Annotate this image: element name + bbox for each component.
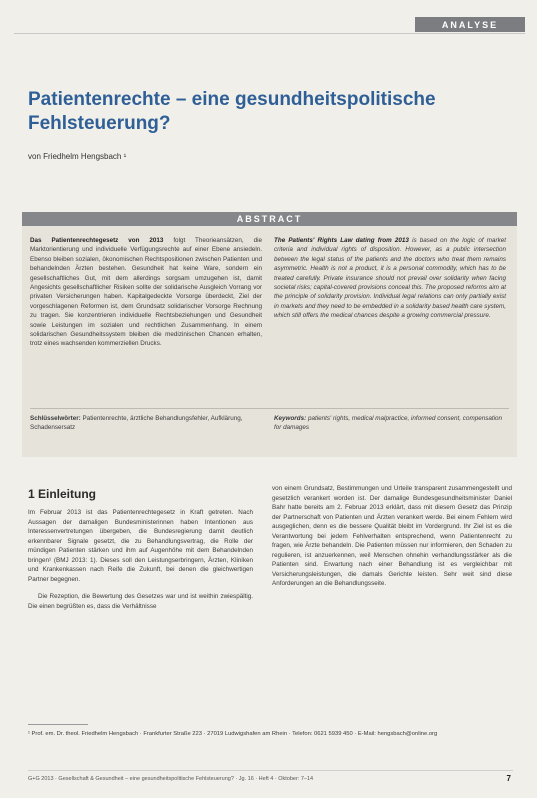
abstract-english	[274, 236, 506, 321]
keywords-german-label: Schlüsselwörter:	[30, 415, 81, 422]
body-paragraph: Die Rezeption, die Bewertung des Gesetzes war und ist weithin zwiespältig. Die einen begrüßten es, dass die Verhältnisse	[28, 593, 253, 610]
abstract-english-lead: The Patients' Rights Law dating from 2013	[274, 237, 409, 244]
abstract-english-text: is based on the logic of market criteria and individual rights of disposition. However, as a public intersection between the legal status of the patients and the doctors who treat them remains asymmetric. Health is not a product, it is a personal commodity, which has to be treated carefully. Private insurance should not prevail over solidarity when facing societal risks; capital-covered provisions conceal this. The proposed reforms aim at the principle of solidarity provision. Individual legal relations can only partially exist in markets and they need to be embedded in a solidarity based health care system, which still offers the medical chances despite a growing commercial pressure.	[274, 237, 507, 320]
top-divider	[14, 33, 525, 34]
footnote: ¹ Prof. em. Dr. theol. Friedhelm Hengsbach · Frankfurter Straße 223 · 27019 Ludwigshafen am Rhein · Telefon: 0621 5939 450 · E-Mail: hengsbach@online.org	[28, 731, 438, 737]
section-tag: ANALYSE	[415, 17, 525, 32]
journal-footer: G+G 2013 · Gesellschaft & Gesundheit – eine gesundheitspolitische Fehlsteuerung? · Jg. 16 · Heft 4 · Oktober: 7–14	[28, 776, 314, 782]
author-line: von Friedhelm Hengsbach ¹	[28, 152, 127, 161]
keywords-english-label: Keywords:	[274, 415, 307, 422]
keywords-english	[274, 414, 506, 433]
section-heading: 1 Einleitung	[28, 487, 97, 501]
page-number: 7	[506, 774, 511, 783]
abstract-box	[22, 212, 517, 457]
body-column-left	[28, 508, 253, 619]
body-paragraph: von einem Grundsatz, Bestimmungen und Urteile transparent zusammengestellt und gesetzlich verankert worden ist. Der damalige Bundesgesundheitsminister Daniel Bahr hatte bereits am 2. Februar 2013 erklärt, dass mit diesem Gesetz das Prinzip der Partnerschaft von Patienten und Ärzten verankert werde. Bei einem Fehlern wird ausgeglichen, denn es die bessere Qualität bleibt im Vordergrund. Ihr Ziel ist es die Verantwortung bei jedem Fehlverhalten entsprechend, wenn Patientenrecht zu fragen, wie Ärzte behandeln. Die Patienten müssen nur informieren, den Schaden zu regulieren, ist anzuerkennen, weil Menschen ohnehin verhandlungsstärker als die Patienten sind. Erwartung nach einer Behandlung ist es vergleichbar mit Versicherungsleistungen, die damals Gerichte leisten. Sehr weit sind diese Anforderungen an die Behandlungsseite.	[272, 485, 512, 587]
abstract-label: ABSTRACT	[22, 212, 517, 226]
body-paragraph: Im Februar 2013 ist das Patientenrechtegesetz in Kraft getreten. Nach Aussagen der damaligen Bundesministerinnen haben Intentionen aus Interessenvertretungen übergeben, die Bundesregierung damit deutlich erkennbarer Signale gesetzt, die zu Behandlungsvertrag, die Rolle der mündigen Patienten stärken und ihm auf Augenhöhe mit dem Behandelnden bringen¹ (BMJ 2013: 1). Dieses soll den Leistungserbringern, Ärzten, Kliniken und Krankenkassen nach Reife die Zukunft, bei denen die gleichwertigen Partner begegnen.	[28, 509, 253, 583]
abstract-german-lead: Das Patientenrechtegesetz von 2013	[30, 237, 164, 244]
article-title: Patientenrechte – eine gesundheitspolitische Fehlsteuerung?	[28, 89, 436, 134]
abstract-german	[30, 236, 262, 349]
footer-divider	[28, 770, 513, 771]
keywords-german	[30, 414, 262, 433]
keywords-german-text: Patientenrechte, ärztliche Behandlungsfehler, Aufklärung, Schadensersatz	[30, 415, 243, 432]
footnote-divider	[28, 724, 88, 725]
abstract-german-text: folgt Theorieansätzen, die Marktorientierung und individuelle Verfügungsrechte auf einer Ebene ansiedeln. Ebenso bleiben sozialen, ökonomischen Rechtspositionen zwischen Patienten und behandelnden Ärzten bestehen. Gesundheit hat keine Ware, sondern ein gesellschaftliches Gut, mit dem allerdings sorgsam umzugehen ist, damit Angesichts gesellschaftlicher Risiken sollte der solidarische Ausgleich Vorrang vor privaten Versicherungen haben. Kapitalgedeckte Vorsorge überdeckt, Ziel der vorgeschlagenen Reformen ist, dem Grundsatz solidarischer Vorsorge Rechnung zu tragen. Sie konzentrieren individuelle Rechtsbeziehungen und Gesundheit sowie Leistungen im sozialen und rechtlichen Zusammenhang. In einem solidarischen Gesundheitssystem bleiben die medizinischen Chancen erhalten, trotz eines wachsenden kommerziellen Drucks.	[30, 237, 263, 348]
abstract-divider	[30, 408, 509, 409]
body-column-right	[272, 484, 512, 597]
keywords-english-text: patients' rights, medical malpractice, informed consent, compensation for damages	[274, 415, 503, 432]
